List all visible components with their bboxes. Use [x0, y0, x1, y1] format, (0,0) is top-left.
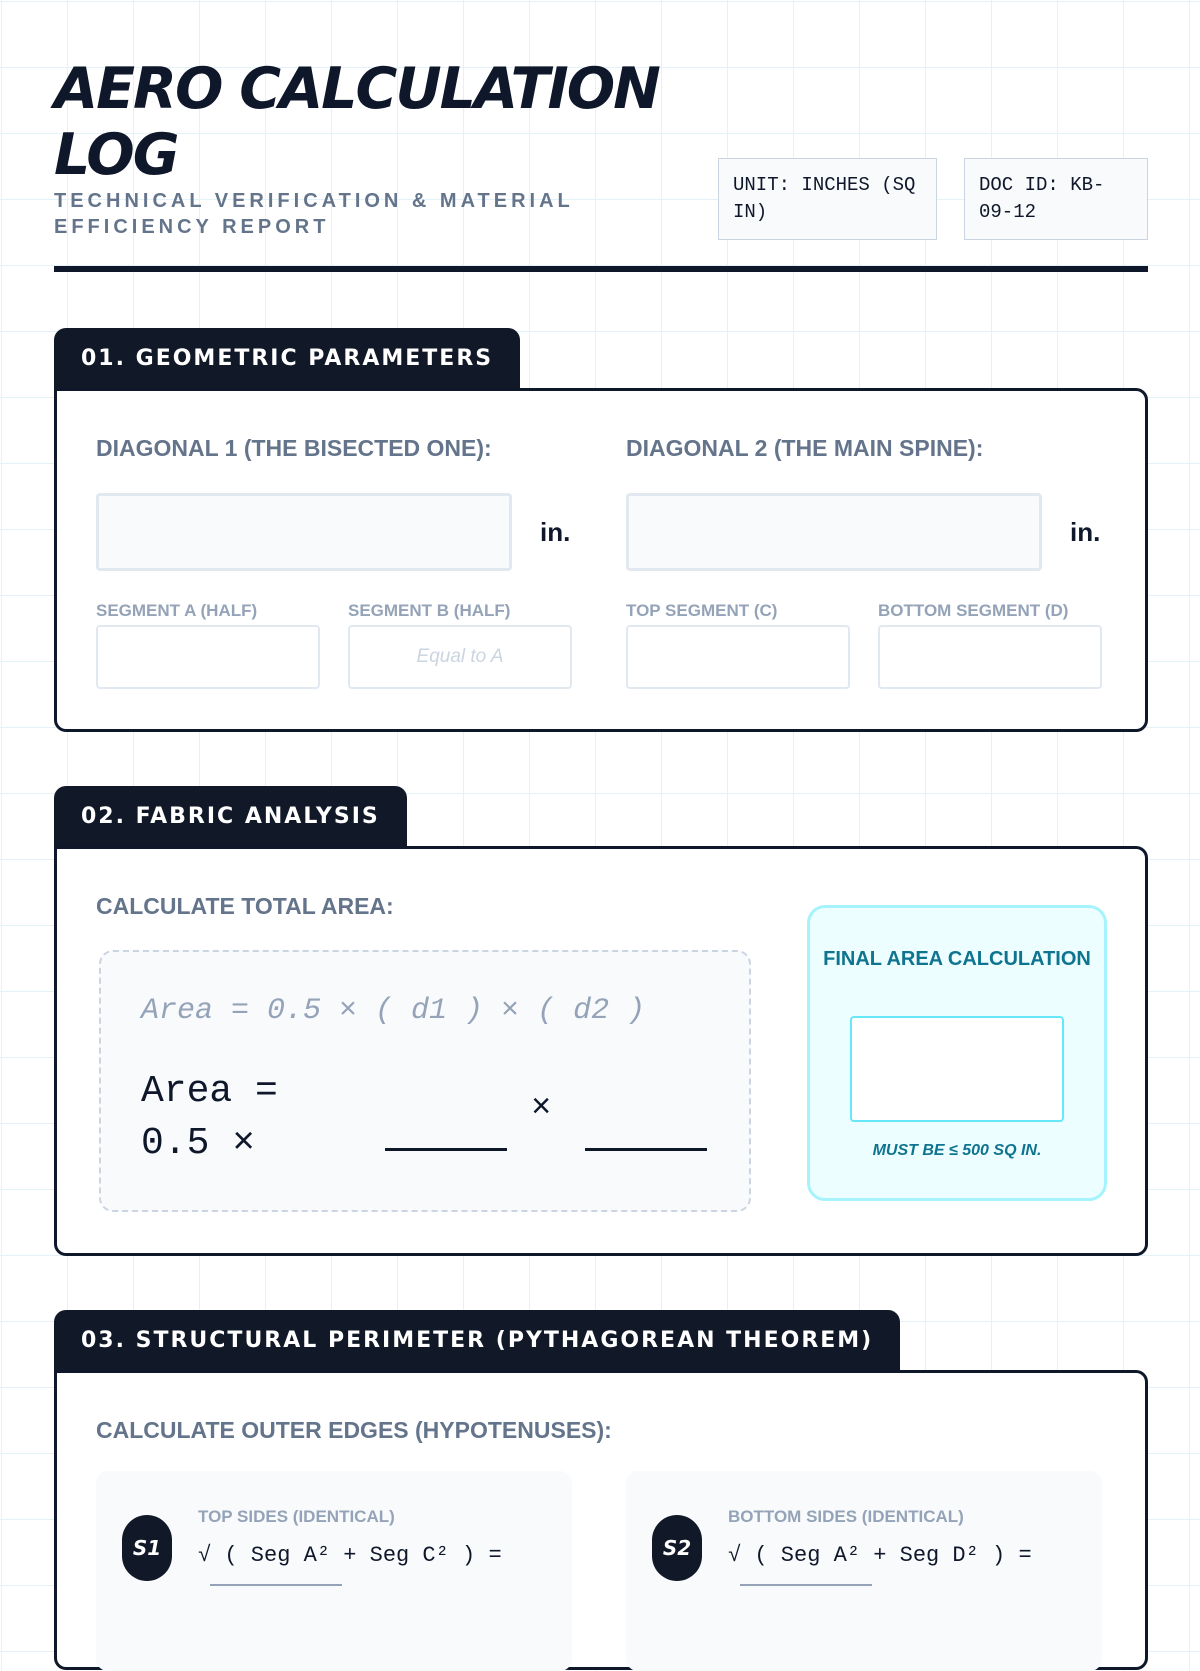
s2-label: BOTTOM SIDES (IDENTICAL) [728, 1507, 964, 1526]
area-formula-hint: Area = 0.5 × ( d1 ) × ( d2 ) [141, 994, 646, 1028]
s2-formula: √ ( Seg A² + Seg D² ) = [728, 1543, 1032, 1568]
segment-a-input[interactable] [96, 625, 320, 689]
unit-box: UNIT: INCHES (SQ IN) [718, 158, 937, 240]
worksheet-page [54, 0, 1148, 1600]
diagonal-2-input[interactable] [626, 493, 1042, 571]
s1-label: TOP SIDES (IDENTICAL) [198, 1507, 395, 1526]
s2-answer-blank[interactable] [740, 1584, 872, 1586]
page-subtitle: TECHNICAL VERIFICATION & MATERIAL EFFICIENCY REPORT [54, 190, 574, 238]
section-3-tab: 03. STRUCTURAL PERIMETER (PYTHAGOREAN THEOREM) [54, 1310, 900, 1372]
side-card-s1 [96, 1471, 572, 1671]
final-area-note: MUST BE ≤ 500 SQ IN. [872, 1142, 1042, 1159]
s2-badge: S2 [652, 1515, 702, 1581]
diagonal-1-input[interactable] [96, 493, 512, 571]
final-area-panel [807, 905, 1107, 1201]
segment-b-input[interactable]: Equal to A [348, 625, 572, 689]
times-symbol: × [531, 1090, 552, 1128]
header-divider [54, 266, 1148, 272]
segment-a-label: SEGMENT A (HALF) [96, 601, 258, 620]
diagonal-1-label: DIAGONAL 1 (THE BISECTED ONE): [96, 435, 492, 461]
segment-b-label: SEGMENT B (HALF) [348, 601, 511, 620]
diagonal-1-unit: in. [540, 517, 571, 547]
area-formula-box [99, 950, 751, 1212]
side-card-s2 [626, 1471, 1102, 1671]
area-formula-lhs: Area = 0.5 × [141, 1070, 278, 1165]
bottom-segment-d-label: BOTTOM SEGMENT (D) [878, 601, 1069, 620]
top-segment-c-label: TOP SEGMENT (C) [626, 601, 778, 620]
section-2-tab: 02. FABRIC ANALYSIS [54, 786, 407, 848]
doc-id-box: DOC ID: KB-09-12 [964, 158, 1148, 240]
d2-blank[interactable] [585, 1148, 707, 1151]
section-3-panel [54, 1370, 1148, 1670]
top-segment-c-input[interactable] [626, 625, 850, 689]
section-1-panel [54, 388, 1148, 732]
d1-blank[interactable] [385, 1148, 507, 1151]
final-area-input[interactable] [850, 1016, 1064, 1122]
page-title: AERO CALCULATION LOG [54, 56, 659, 188]
diagonal-2-unit: in. [1070, 517, 1101, 547]
perimeter-prompt: CALCULATE OUTER EDGES (HYPOTENUSES): [96, 1417, 612, 1443]
diagonal-2-label: DIAGONAL 2 (THE MAIN SPINE): [626, 435, 984, 461]
bottom-segment-d-input[interactable] [878, 625, 1102, 689]
area-prompt: CALCULATE TOTAL AREA: [96, 893, 394, 919]
s1-answer-blank[interactable] [210, 1584, 342, 1586]
section-2-panel [54, 846, 1148, 1256]
section-1-tab: 01. GEOMETRIC PARAMETERS [54, 328, 520, 390]
s1-badge: S1 [122, 1515, 172, 1581]
final-area-title: FINAL AREA CALCULATION [823, 948, 1091, 970]
s1-formula: √ ( Seg A² + Seg C² ) = [198, 1543, 502, 1568]
